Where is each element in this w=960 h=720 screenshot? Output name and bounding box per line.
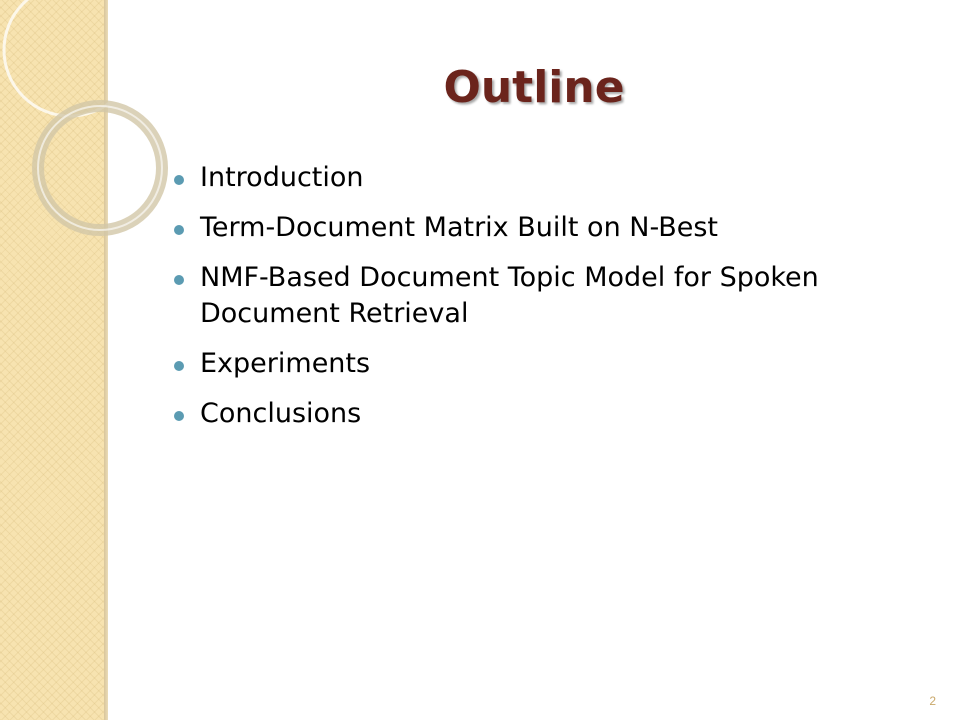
slide-title: Outline — [443, 62, 625, 113]
bullet-dot-icon — [174, 225, 184, 235]
decorative-side-strip — [0, 0, 104, 720]
outline-list — [174, 160, 934, 446]
bullet-dot-icon — [174, 411, 184, 421]
outline-item-text: Introduction — [200, 162, 364, 193]
outline-item — [174, 260, 934, 332]
outline-item — [174, 346, 934, 382]
page-number: 2 — [929, 694, 936, 708]
outline-item — [174, 160, 934, 196]
bullet-dot-icon — [174, 361, 184, 371]
outline-item-text: NMF-Based Document Topic Model for Spoken Document Retrieval — [200, 262, 819, 329]
outline-item — [174, 396, 934, 432]
outline-item-text: Experiments — [200, 348, 371, 379]
outline-item-text: Term-Document Matrix Built on N-Best — [200, 212, 719, 243]
outline-item — [174, 210, 934, 246]
outline-item-text: Conclusions — [200, 398, 362, 429]
bullet-dot-icon — [174, 275, 184, 285]
bullet-dot-icon — [174, 175, 184, 185]
